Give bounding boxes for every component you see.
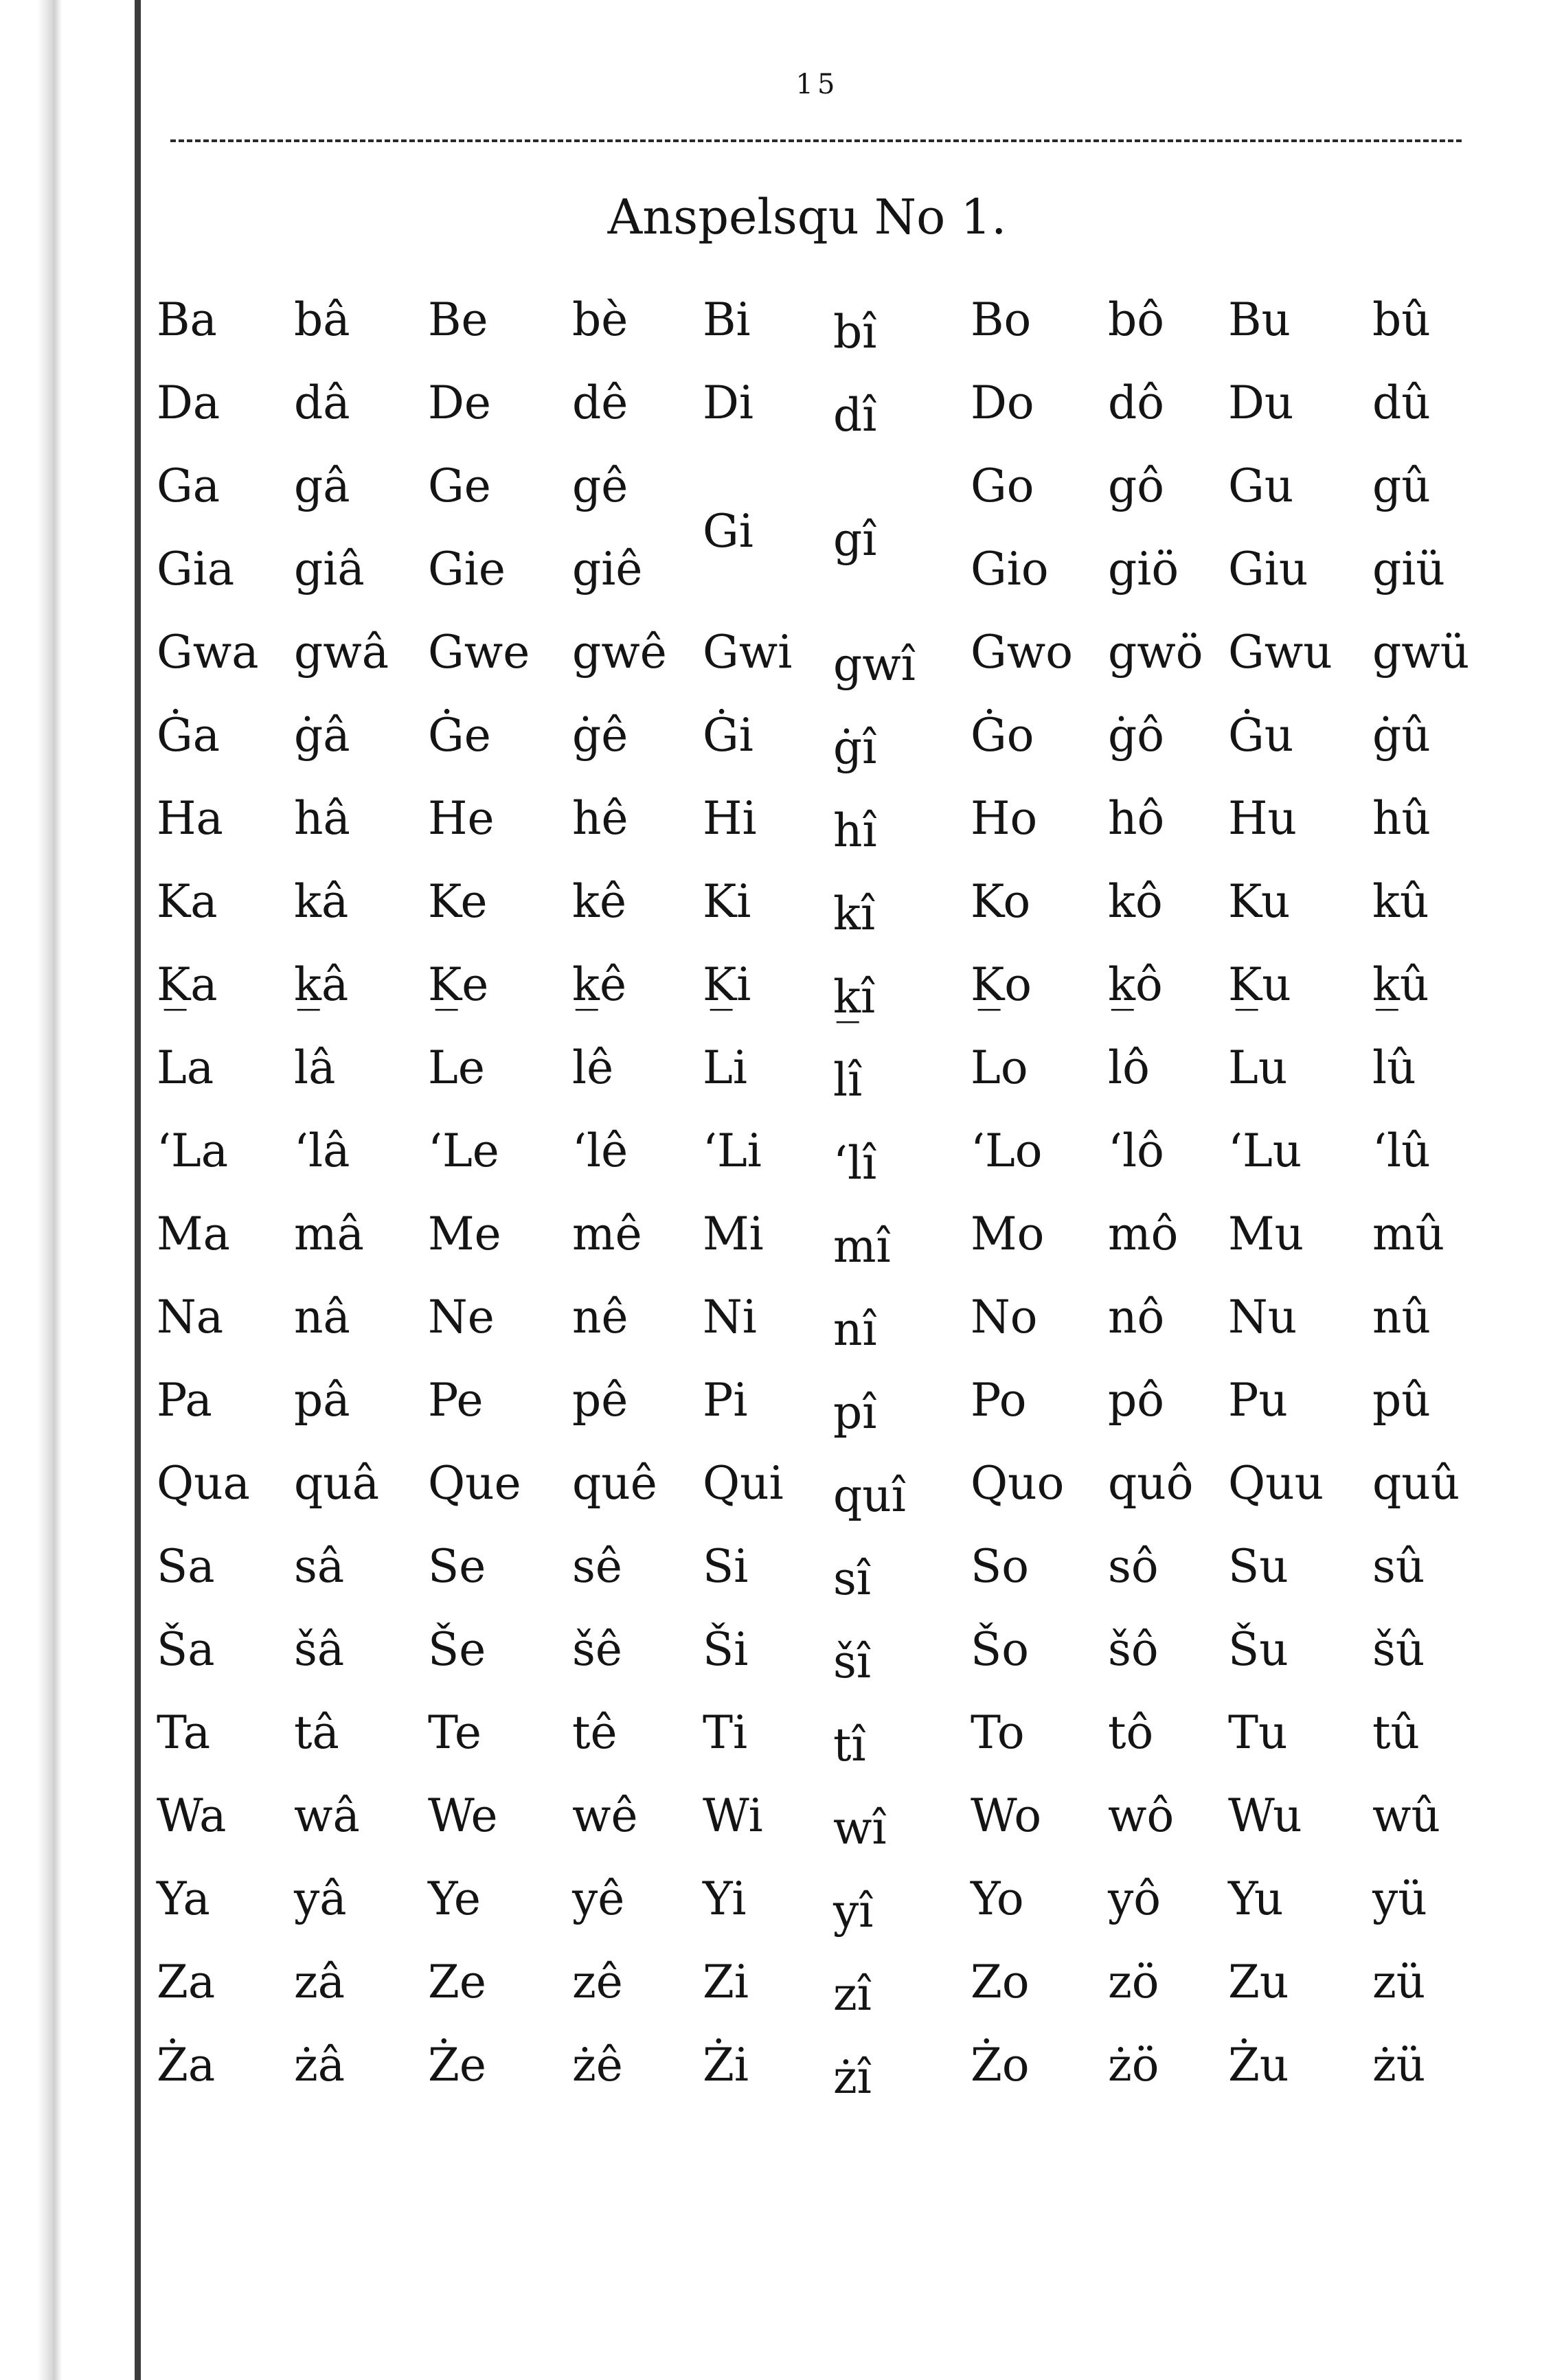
- syllable-cell: wû: [1372, 1789, 1440, 1842]
- syllable-row: [157, 1857, 1510, 1940]
- syllable-cell: Ha: [157, 791, 223, 845]
- syllable-cell: sô: [1108, 1539, 1159, 1593]
- syllable-cell: lô: [1108, 1041, 1150, 1094]
- syllable-cell: bè: [572, 293, 628, 346]
- syllable-row: [157, 1525, 1510, 1608]
- syllable-cell: mâ: [294, 1207, 364, 1260]
- syllable-cell: gû: [1372, 459, 1431, 512]
- syllable-cell: ʻlê: [572, 1124, 628, 1177]
- syllable-cell: giê: [572, 542, 643, 596]
- syllable-row: [157, 278, 1510, 361]
- syllable-row: [157, 1276, 1510, 1359]
- syllable-cell: gwö: [1108, 625, 1203, 679]
- syllable-cell: Bi: [703, 293, 751, 346]
- syllable-cell: Ġi: [703, 708, 753, 762]
- syllable-cell: šâ: [294, 1622, 345, 1676]
- syllable-cell: ġî: [833, 721, 877, 774]
- syllable-cell: quê: [572, 1456, 657, 1510]
- syllable-cell: No: [971, 1290, 1038, 1344]
- syllable-cell: tî: [833, 1718, 866, 1771]
- syllable-cell: wâ: [294, 1789, 360, 1842]
- syllable-cell: He: [428, 791, 495, 845]
- syllable-cell: Si: [703, 1539, 749, 1593]
- syllable-cell: k̲û: [1372, 957, 1429, 1011]
- syllable-cell: zü: [1372, 1955, 1426, 2008]
- syllable-cell: Mo: [971, 1207, 1045, 1260]
- syllable-cell: Po: [971, 1373, 1027, 1427]
- syllable-cell: Ma: [157, 1207, 230, 1260]
- syllable-cell: Que: [428, 1456, 521, 1510]
- syllable-cell: żö: [1108, 2038, 1159, 2092]
- syllable-row: [157, 1026, 1510, 1109]
- syllable-cell: dâ: [294, 376, 350, 429]
- syllable-cell: Šo: [971, 1622, 1029, 1676]
- syllable-cell: De: [428, 376, 491, 429]
- syllable-cell: pû: [1372, 1373, 1431, 1427]
- syllable-cell: tâ: [294, 1705, 339, 1759]
- syllable-cell: Šu: [1228, 1622, 1289, 1676]
- syllable-cell: Pi: [703, 1373, 748, 1427]
- syllable-cell: Bu: [1228, 293, 1291, 346]
- syllable-cell: giâ: [294, 542, 365, 596]
- syllable-cell: Ho: [971, 791, 1038, 845]
- syllable-cell: lâ: [294, 1041, 336, 1094]
- syllable-cell: Ba: [157, 293, 217, 346]
- syllable-cell: gwâ: [294, 625, 389, 679]
- syllable-cell: giö: [1108, 542, 1179, 596]
- syllable-cell: Li: [703, 1041, 747, 1094]
- syllable-cell: wî: [833, 1801, 887, 1855]
- syllable-cell: gô: [1108, 459, 1164, 512]
- syllable-cell: K̲u: [1228, 957, 1291, 1011]
- syllable-cell: Ka: [157, 874, 218, 928]
- syllable-cell: Ye: [428, 1872, 481, 1925]
- syllable-cell: hô: [1108, 791, 1165, 845]
- syllable-cell: pê: [572, 1373, 628, 1427]
- syllable-cell: mê: [572, 1207, 642, 1260]
- syllable-cell: Gu: [1228, 459, 1294, 512]
- page-number: 15: [795, 69, 839, 100]
- syllable-cell: Nu: [1228, 1290, 1297, 1344]
- page-title: Anspelsqu No 1.: [607, 189, 1007, 245]
- syllable-cell: quô: [1108, 1456, 1194, 1510]
- syllable-cell: Żi: [703, 2038, 749, 2092]
- syllable-cell: gwê: [572, 625, 667, 679]
- syllable-cell: ʻlâ: [294, 1124, 350, 1177]
- syllable-cell: sî: [833, 1552, 871, 1605]
- syllable-cell: Na: [157, 1290, 224, 1344]
- syllable-cell: Quu: [1228, 1456, 1324, 1510]
- syllable-cell: yâ: [294, 1872, 347, 1925]
- syllable-cell: Wo: [971, 1789, 1042, 1842]
- syllable-cell: Że: [428, 2038, 486, 2092]
- syllable-cell: Zo: [971, 1955, 1030, 2008]
- syllable-cell: Le: [428, 1041, 485, 1094]
- syllable-cell: Żo: [971, 2038, 1030, 2092]
- syllable-cell: Gwo: [971, 625, 1073, 679]
- syllable-cell: Ġo: [971, 708, 1034, 762]
- syllable-cell: ʻlô: [1108, 1124, 1164, 1177]
- syllable-cell: bâ: [294, 293, 350, 346]
- syllable-cell: Te: [428, 1705, 481, 1759]
- syllable-cell: Gwi: [703, 625, 793, 679]
- syllable-cell: Lu: [1228, 1041, 1288, 1094]
- syllable-cell: kî: [833, 887, 876, 940]
- syllable-cell: Du: [1228, 376, 1294, 429]
- syllable-cell: Zu: [1228, 1955, 1289, 2008]
- syllable-row: [157, 1192, 1510, 1276]
- syllable-row: [157, 694, 1510, 777]
- syllable-cell: K̲e: [428, 957, 489, 1011]
- syllable-cell: Sa: [157, 1539, 215, 1593]
- syllable-cell: żê: [572, 2038, 623, 2092]
- syllable-cell: tû: [1372, 1705, 1420, 1759]
- syllable-cell: Yo: [971, 1872, 1024, 1925]
- syllable-cell: Gwe: [428, 625, 530, 679]
- syllable-cell: Żu: [1228, 2038, 1289, 2092]
- syllable-cell: gê: [572, 459, 628, 512]
- syllable-cell: Qui: [703, 1456, 784, 1510]
- syllable-cell: Gia: [157, 542, 235, 596]
- syllable-cell: lû: [1372, 1041, 1416, 1094]
- syllable-cell: hê: [572, 791, 628, 845]
- syllable-cell: nô: [1108, 1290, 1165, 1344]
- syllable-cell: hâ: [294, 791, 350, 845]
- syllable-cell: kû: [1372, 874, 1429, 928]
- syllable-cell: Gwa: [157, 625, 259, 679]
- syllable-cell: Da: [157, 376, 220, 429]
- syllable-row: [157, 860, 1510, 943]
- syllable-cell: żâ: [294, 2038, 345, 2092]
- syllable-cell: Ze: [428, 1955, 486, 2008]
- syllable-cell: dô: [1108, 376, 1164, 429]
- syllable-cell: nî: [833, 1302, 877, 1356]
- syllable-cell: zö: [1108, 1955, 1159, 2008]
- syllable-cell: tô: [1108, 1705, 1154, 1759]
- syllable-row: [157, 1774, 1510, 1857]
- syllable-table: [157, 278, 1510, 2105]
- syllable-cell: K̲a: [157, 957, 218, 1011]
- syllable-cell: Ko: [971, 874, 1031, 928]
- syllable-cell: zî: [833, 1967, 872, 2021]
- syllable-cell: Ġu: [1228, 708, 1294, 762]
- syllable-cell: Qua: [157, 1456, 250, 1510]
- syllable-cell: Wi: [703, 1789, 763, 1842]
- syllable-cell: Su: [1228, 1539, 1289, 1593]
- syllable-cell: yî: [833, 1884, 874, 1938]
- syllable-cell: K̲i: [703, 957, 751, 1011]
- syllable-cell: zê: [572, 1955, 623, 2008]
- syllable-cell: żî: [833, 2050, 872, 2104]
- syllable-cell: Hi: [703, 791, 757, 845]
- syllable-cell: ġû: [1372, 708, 1431, 762]
- syllable-cell: šî: [833, 1635, 871, 1688]
- syllable-cell: Do: [971, 376, 1034, 429]
- syllable-cell: Mi: [703, 1207, 764, 1260]
- syllable-cell: sâ: [294, 1539, 345, 1593]
- syllable-cell: gâ: [294, 459, 350, 512]
- syllable-cell: kô: [1108, 874, 1163, 928]
- syllable-cell: ʻLe: [428, 1124, 499, 1177]
- syllable-cell: quî: [833, 1469, 906, 1522]
- merged-gi-lower: gî: [833, 513, 877, 566]
- syllable-cell: Ša: [157, 1622, 215, 1676]
- syllable-cell: Ya: [157, 1872, 210, 1925]
- syllable-cell: Gie: [428, 542, 506, 596]
- syllable-cell: lî: [833, 1053, 863, 1107]
- syllable-cell: lê: [572, 1041, 614, 1094]
- syllable-cell: sê: [572, 1539, 622, 1593]
- syllable-cell: pô: [1108, 1373, 1164, 1427]
- syllable-cell: šê: [572, 1622, 622, 1676]
- syllable-cell: Ni: [703, 1290, 757, 1344]
- spine-line: [135, 0, 141, 2380]
- syllable-row: [157, 1442, 1510, 1525]
- syllable-cell: So: [971, 1539, 1029, 1593]
- syllable-cell: ʻLo: [971, 1124, 1043, 1177]
- syllable-row: [157, 2024, 1510, 2107]
- syllable-cell: Yi: [703, 1872, 747, 1925]
- syllable-cell: Ši: [703, 1622, 749, 1676]
- syllable-cell: Pe: [428, 1373, 484, 1427]
- syllable-cell: żü: [1372, 2038, 1426, 2092]
- syllable-cell: zâ: [294, 1955, 345, 2008]
- syllable-cell: gwü: [1372, 625, 1470, 679]
- syllable-cell: šô: [1108, 1622, 1159, 1676]
- syllable-cell: pî: [833, 1385, 877, 1439]
- syllable-cell: mô: [1108, 1207, 1179, 1260]
- syllable-cell: šû: [1372, 1622, 1425, 1676]
- syllable-cell: ʻlî: [833, 1136, 877, 1190]
- syllable-cell: dê: [572, 376, 628, 429]
- syllable-cell: bô: [1108, 293, 1164, 346]
- syllable-cell: sû: [1372, 1539, 1425, 1593]
- syllable-cell: nû: [1372, 1290, 1431, 1344]
- syllable-cell: Za: [157, 1955, 216, 2008]
- syllable-cell: ʻlû: [1372, 1124, 1431, 1177]
- syllable-cell: Ża: [157, 2038, 216, 2092]
- syllable-cell: hû: [1372, 791, 1431, 845]
- syllable-cell: Be: [428, 293, 488, 346]
- syllable-cell: Ti: [703, 1705, 748, 1759]
- syllable-row: [157, 361, 1510, 444]
- syllable-cell: k̲ê: [572, 957, 627, 1011]
- syllable-cell: Lo: [971, 1041, 1028, 1094]
- syllable-cell: Ge: [428, 459, 491, 512]
- syllable-cell: nâ: [294, 1290, 350, 1344]
- header-rule: [170, 139, 1462, 142]
- syllable-cell: bû: [1372, 293, 1431, 346]
- syllable-cell: mû: [1372, 1207, 1445, 1260]
- syllable-row: [157, 1109, 1510, 1192]
- syllable-cell: ġô: [1108, 708, 1164, 762]
- syllable-cell: hî: [833, 804, 877, 857]
- syllable-cell: Zi: [703, 1955, 749, 2008]
- syllable-cell: Se: [428, 1539, 486, 1593]
- syllable-cell: Še: [428, 1622, 486, 1676]
- syllable-cell: ʻLu: [1228, 1124, 1302, 1177]
- syllable-row: [157, 611, 1510, 694]
- syllable-cell: giü: [1372, 542, 1445, 596]
- syllable-cell: Ġa: [157, 708, 220, 762]
- syllable-cell: bî: [833, 305, 877, 359]
- syllable-cell: yô: [1108, 1872, 1161, 1925]
- syllable-cell: Pa: [157, 1373, 212, 1427]
- syllable-cell: K̲o: [971, 957, 1032, 1011]
- syllable-cell: ʻLa: [157, 1124, 229, 1177]
- syllable-cell: k̲â: [294, 957, 349, 1011]
- syllable-cell: We: [428, 1789, 498, 1842]
- syllable-cell: k̲î: [833, 970, 876, 1023]
- syllable-cell: yê: [572, 1872, 625, 1925]
- syllable-cell: Yu: [1228, 1872, 1284, 1925]
- syllable-row: [157, 1691, 1510, 1774]
- syllable-cell: Giu: [1228, 542, 1308, 596]
- syllable-cell: kê: [572, 874, 627, 928]
- syllable-row: [157, 1940, 1510, 2024]
- syllable-cell: Quo: [971, 1456, 1065, 1510]
- syllable-cell: Pu: [1228, 1373, 1288, 1427]
- syllable-cell: k̲ô: [1108, 957, 1163, 1011]
- syllable-cell: Ki: [703, 874, 751, 928]
- syllable-cell: Wu: [1228, 1789, 1302, 1842]
- syllable-cell: Hu: [1228, 791, 1297, 845]
- syllable-row: [157, 1608, 1510, 1691]
- syllable-cell: Di: [703, 376, 754, 429]
- syllable-cell: Bo: [971, 293, 1032, 346]
- syllable-cell: quû: [1372, 1456, 1460, 1510]
- syllable-cell: Me: [428, 1207, 501, 1260]
- syllable-cell: Go: [971, 459, 1034, 512]
- syllable-cell: Gio: [971, 542, 1049, 596]
- syllable-cell: Ġe: [428, 708, 491, 762]
- syllable-cell: kâ: [294, 874, 349, 928]
- syllable-cell: Wa: [157, 1789, 227, 1842]
- syllable-cell: nê: [572, 1290, 628, 1344]
- syllable-row: [157, 1359, 1510, 1442]
- syllable-cell: gwî: [833, 637, 916, 691]
- syllable-cell: Tu: [1228, 1705, 1288, 1759]
- syllable-cell: wê: [572, 1789, 638, 1842]
- syllable-cell: tê: [572, 1705, 617, 1759]
- syllable-cell: ġâ: [294, 708, 350, 762]
- syllable-cell: Ga: [157, 459, 220, 512]
- syllable-cell: yü: [1372, 1872, 1427, 1925]
- syllable-cell: Ta: [157, 1705, 211, 1759]
- syllable-cell: wô: [1108, 1789, 1175, 1842]
- syllable-cell: Gwu: [1228, 625, 1333, 679]
- binding-edge: [0, 0, 62, 2380]
- syllable-row: [157, 943, 1510, 1026]
- syllable-cell: Ke: [428, 874, 488, 928]
- syllable-cell: La: [157, 1041, 214, 1094]
- syllable-cell: ʻLi: [703, 1124, 762, 1177]
- syllable-cell: dû: [1372, 376, 1431, 429]
- syllable-cell: ġê: [572, 708, 628, 762]
- syllable-cell: Mu: [1228, 1207, 1304, 1260]
- syllable-cell: Ku: [1228, 874, 1291, 928]
- syllable-cell: dî: [833, 388, 877, 442]
- syllable-cell: To: [971, 1705, 1025, 1759]
- syllable-cell: quâ: [294, 1456, 380, 1510]
- syllable-cell: Ne: [428, 1290, 495, 1344]
- syllable-row: [157, 777, 1510, 860]
- syllable-cell: mî: [833, 1219, 891, 1273]
- merged-gi-upper: Gi: [703, 505, 753, 558]
- syllable-cell: pâ: [294, 1373, 350, 1427]
